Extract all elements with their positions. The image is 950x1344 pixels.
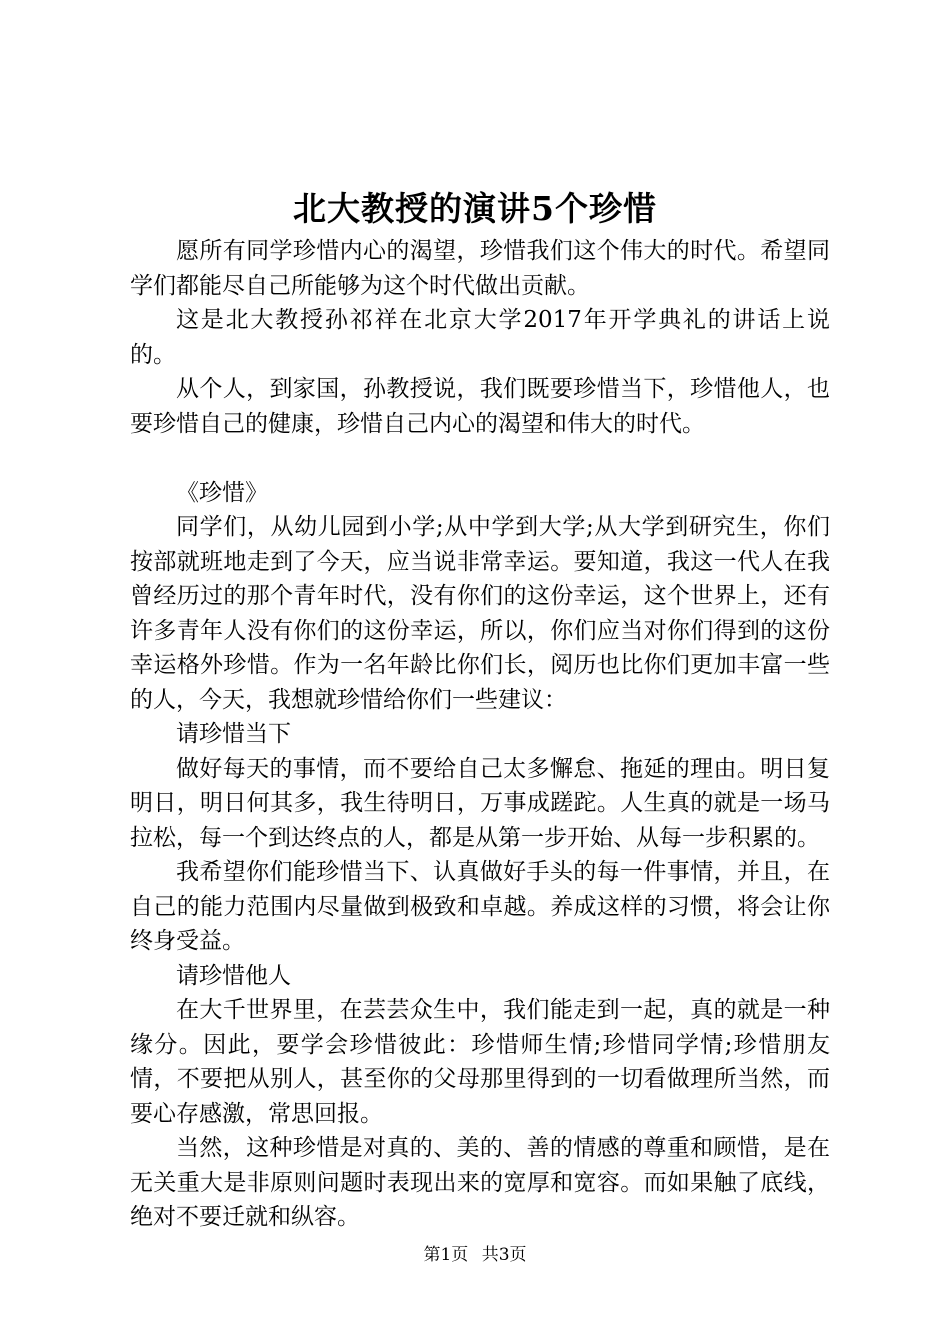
subheading: 请珍惜他人 (176, 962, 291, 989)
paragraph: 同学们，从幼儿园到小学;从中学到大学;从大学到研究生，你们按部就班地走到了今天，应当说非常幸运。要知道，我这一代人在我曾经历过的那个青年时代，没有你们的这份幸运，这个世界上，还有许多青年人没有你们的这份幸运，所以，你们应当对你们得到的这份幸运格外珍惜。作为一名年龄比你们长，阅历也比你们更加丰富一些的人，今天，我想就珍惜给你们一些建议： (130, 514, 830, 713)
paragraph: 我希望你们能珍惜当下、认真做好手头的每一件事情，并且，在自己的能力范围内尽量做到极致和卓越。养成这样的习惯，将会让你终身受益。 (130, 859, 830, 954)
page-number-current: 第1页 (423, 1245, 469, 1265)
page-footer (0, 1243, 950, 1267)
paragraph: 做好每天的事情，而不要给自己太多懈怠、拖延的理由。明日复明日，明日何其多，我生待明日，万事成蹉跎。人生真的就是一场马拉松，每一个到达终点的人，都是从第一步开始、从每一步积累的。 (130, 755, 830, 851)
document-body (130, 234, 830, 1235)
paragraph: 在大千世界里，在芸芸众生中，我们能走到一起，真的就是一种缘分。因此，要学会珍惜彼此：珍惜师生情;珍惜同学情;珍惜朋友情，不要把从别人，甚至你的父母那里得到的一切看做理所当然，而要心存感激，常思回报。 (130, 997, 830, 1127)
section-heading: 《珍惜》 (176, 479, 268, 506)
blank-line (130, 441, 830, 476)
paragraph: 这是北大教授孙祁祥在北京大学2017年开学典礼的讲话上说的。 (130, 307, 830, 368)
document-title: 北大教授的演讲5个珍惜 (293, 189, 657, 228)
paragraph: 从个人，到家国，孙教授说，我们既要珍惜当下，珍惜他人，也要珍惜自己的健康，珍惜自己内心的渴望和伟大的时代。 (130, 376, 830, 437)
page-number-total: 共3页 (481, 1245, 527, 1265)
paragraph: 当然，这种珍惜是对真的、美的、善的情感的尊重和顾惜，是在无关重大是非原则问题时表现出来的宽厚和宽容。而如果触了底线，绝对不要迁就和纵容。 (130, 1135, 830, 1230)
subheading: 请珍惜当下 (176, 721, 291, 747)
paragraph: 愿所有同学珍惜内心的渴望，珍惜我们这个伟大的时代。希望同学们都能尽自己所能够为这个时代做出贡献。 (130, 238, 830, 299)
